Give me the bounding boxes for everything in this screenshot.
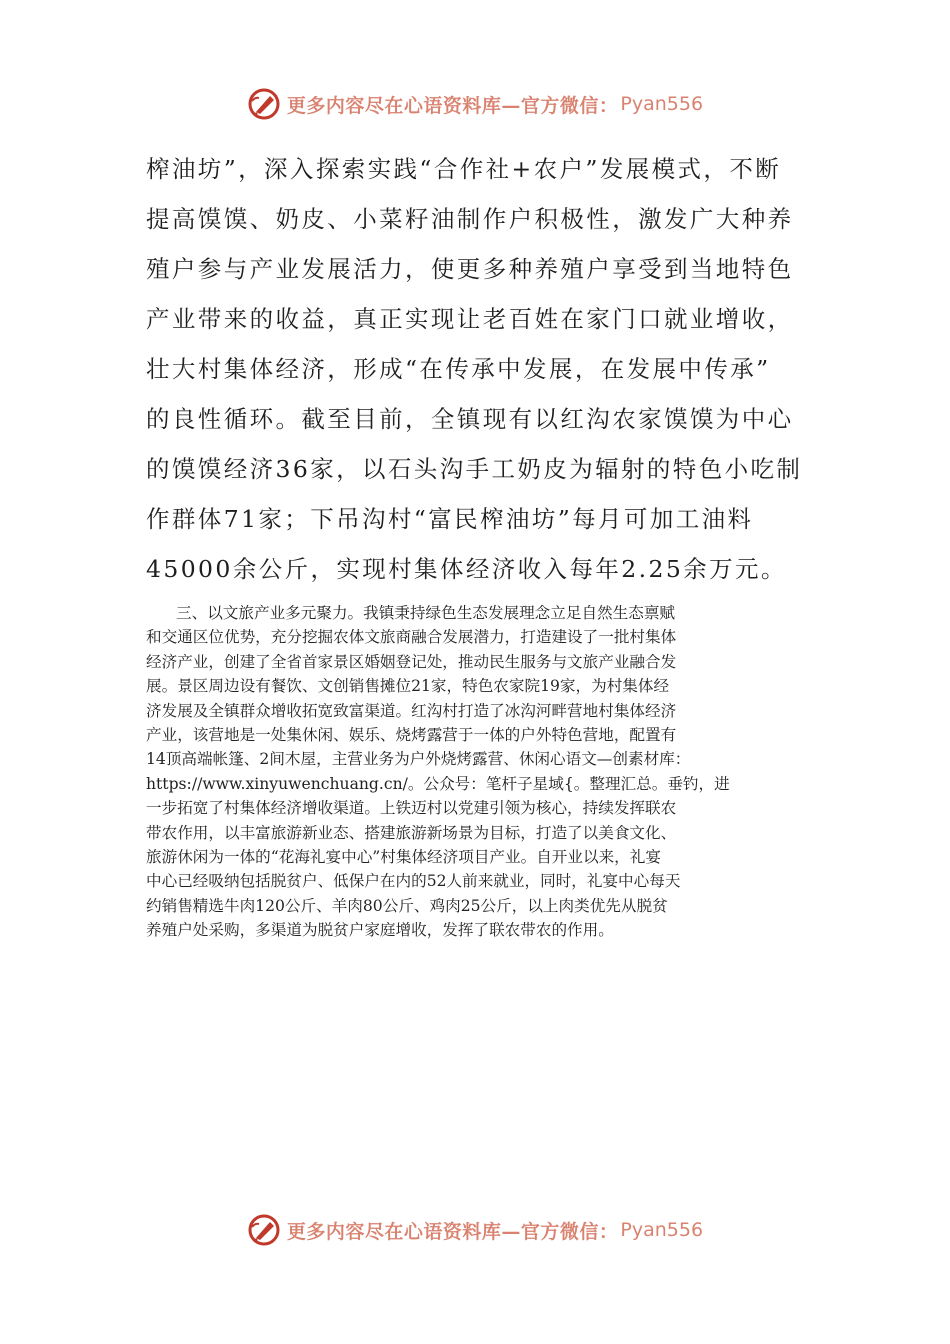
small-line: 养殖户处采购，多渠道为脱贫户家庭增收，发挥了联农带农的作用。	[146, 921, 614, 940]
small-line: 经济产业，创建了全省首家景区婚姻登记处，推动民生服务与文旅产业融合发	[146, 652, 677, 671]
large-paragraph	[146, 144, 806, 594]
large-line: 提高馍馍、奶皮、小菜籽油制作户积极性，激发广大种养	[146, 205, 794, 233]
small-line: 旅游休闲为一体的“花海礼宴中心”村集体经济项目产业。自开业以来，礼宴	[146, 847, 661, 866]
header-banner	[0, 84, 950, 124]
large-line: 壮大村集体经济，形成“在传承中发展，在发展中传承”	[146, 355, 771, 383]
large-line: 的馍馍经济36家，以石头沟手工奶皮为辐射的特色小吃制	[146, 455, 803, 483]
small-line: 济发展及全镇群众增收拓宽致富渠道。红沟村打造了冰沟河畔营地村集体经济	[146, 701, 677, 720]
small-line: 带农作用，以丰富旅游新业态、搭建旅游新场景为目标，打造了以美食文化、	[146, 823, 677, 842]
small-line: 中心已经吸纳包括脱贫户、低保户在内的52人前来就业，同时，礼宴中心每天	[146, 872, 681, 891]
large-line: 产业带来的收益，真正实现让老百姓在家门口就业增收，	[146, 305, 794, 333]
header-banner-contact: Pyan556	[620, 93, 704, 115]
header-banner-text: 更多内容尽在心语资料库—官方微信：	[286, 94, 619, 117]
small-line: 14顶高端帐篷、2间木屋，主营业务为户外烧烤露营、休闲心语文—创素材库：	[146, 750, 691, 769]
small-line: 一步拓宽了村集体经济增收渠道。上铁迈村以党建引领为核心，持续发挥联农	[146, 799, 677, 818]
footer-banner-contact: Pyan556	[620, 1219, 704, 1241]
small-line: 三、以文旅产业多元聚力。我镇秉持绿色生态发展理念立足自然生态禀赋	[176, 604, 676, 622]
pen-nib-logo-icon	[247, 87, 281, 121]
small-line: 产业，该营地是一处集休闲、娱乐、烧烤露营于一体的户外特色营地，配置有	[146, 725, 677, 744]
small-line: 展。景区周边设有餐饮、文创销售摊位21家，特色农家院19家，为村集体经	[146, 677, 670, 696]
small-paragraph	[146, 601, 812, 942]
pen-nib-logo-icon	[247, 1213, 281, 1247]
large-line: 作群体71家；下吊沟村“富民榨油坊”每月可加工油料	[146, 505, 754, 533]
large-line: 的良性循环。截至目前，全镇现有以红沟农家馍馍为中心	[146, 405, 794, 433]
large-line: 榨油坊”，深入探索实践“合作社+农户”发展模式，不断	[146, 155, 782, 183]
large-line: 45000余公斤，实现村集体经济收入每年2.25余万元。	[146, 555, 787, 583]
footer-banner	[0, 1210, 950, 1250]
small-line: 和交通区位优势，充分挖掘农体文旅商融合发展潜力，打造建设了一批村集体	[146, 628, 677, 647]
small-line: https://www.xinyuwenchuang.cn/。公众号：笔杆子星域{。整理汇总。垂钓，进	[146, 774, 730, 793]
large-line: 殖户参与产业发展活力，使更多种养殖户享受到当地特色	[146, 255, 794, 283]
small-line: 约销售精选牛肉120公斤、羊肉80公斤、鸡肉25公斤，以上肉类优先从脱贫	[146, 896, 668, 915]
footer-banner-text: 更多内容尽在心语资料库—官方微信：	[286, 1220, 619, 1243]
